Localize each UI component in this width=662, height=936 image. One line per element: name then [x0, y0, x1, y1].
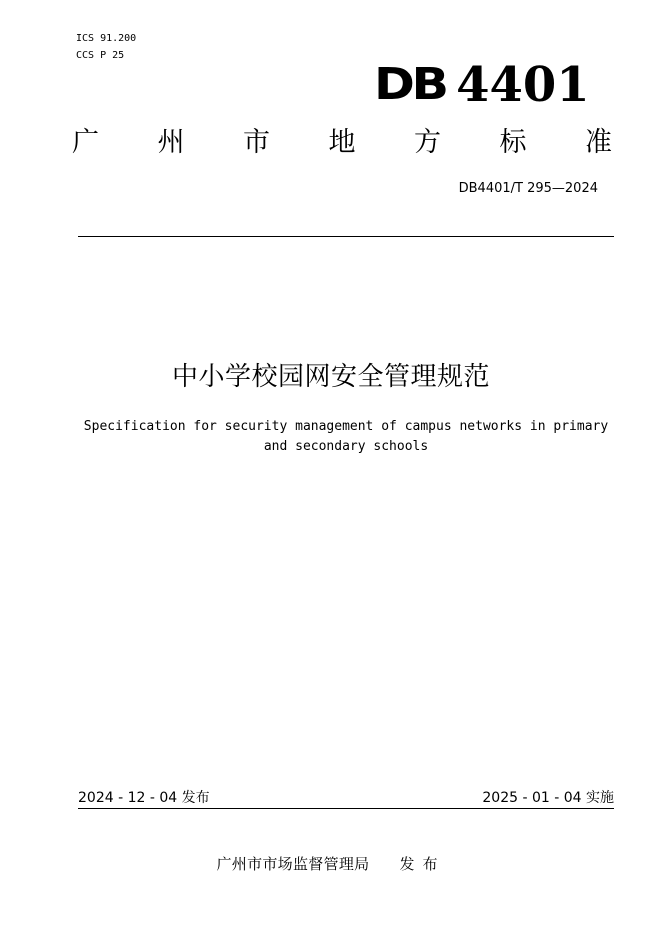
- standard-category: [72, 126, 612, 160]
- db-logo-number: 4401: [456, 57, 590, 113]
- db-logo-prefix: DB: [374, 59, 446, 110]
- ics-code: ICS 91.200: [76, 33, 137, 44]
- bottom-divider: [78, 808, 614, 809]
- issuer-line: [0, 854, 662, 874]
- issuer-organization: 广州市市场监督管理局: [216, 855, 370, 873]
- category-char: 准: [585, 127, 612, 158]
- category-char: 广: [72, 127, 99, 158]
- category-char: 市: [243, 127, 270, 158]
- standard-number: DB4401/T 295—2024: [458, 181, 598, 196]
- category-char: 方: [414, 127, 441, 158]
- implementation-date: 2025 - 01 - 04 实施: [482, 790, 614, 806]
- category-char: 标: [499, 127, 527, 158]
- title-chinese: 中小学校园网安全管理规范: [171, 362, 490, 392]
- category-char: 州: [157, 127, 185, 158]
- category-char: 地: [328, 127, 356, 158]
- title-english: Specification for security management of campus networks in primary and secondary schools: [83, 419, 609, 454]
- ccs-code: CCS P 25: [76, 50, 125, 61]
- issuer-action: 发布: [399, 855, 446, 873]
- top-divider: [78, 236, 614, 237]
- issue-date: 2024 - 12 - 04 发布: [78, 790, 210, 806]
- db-logo: [374, 55, 590, 113]
